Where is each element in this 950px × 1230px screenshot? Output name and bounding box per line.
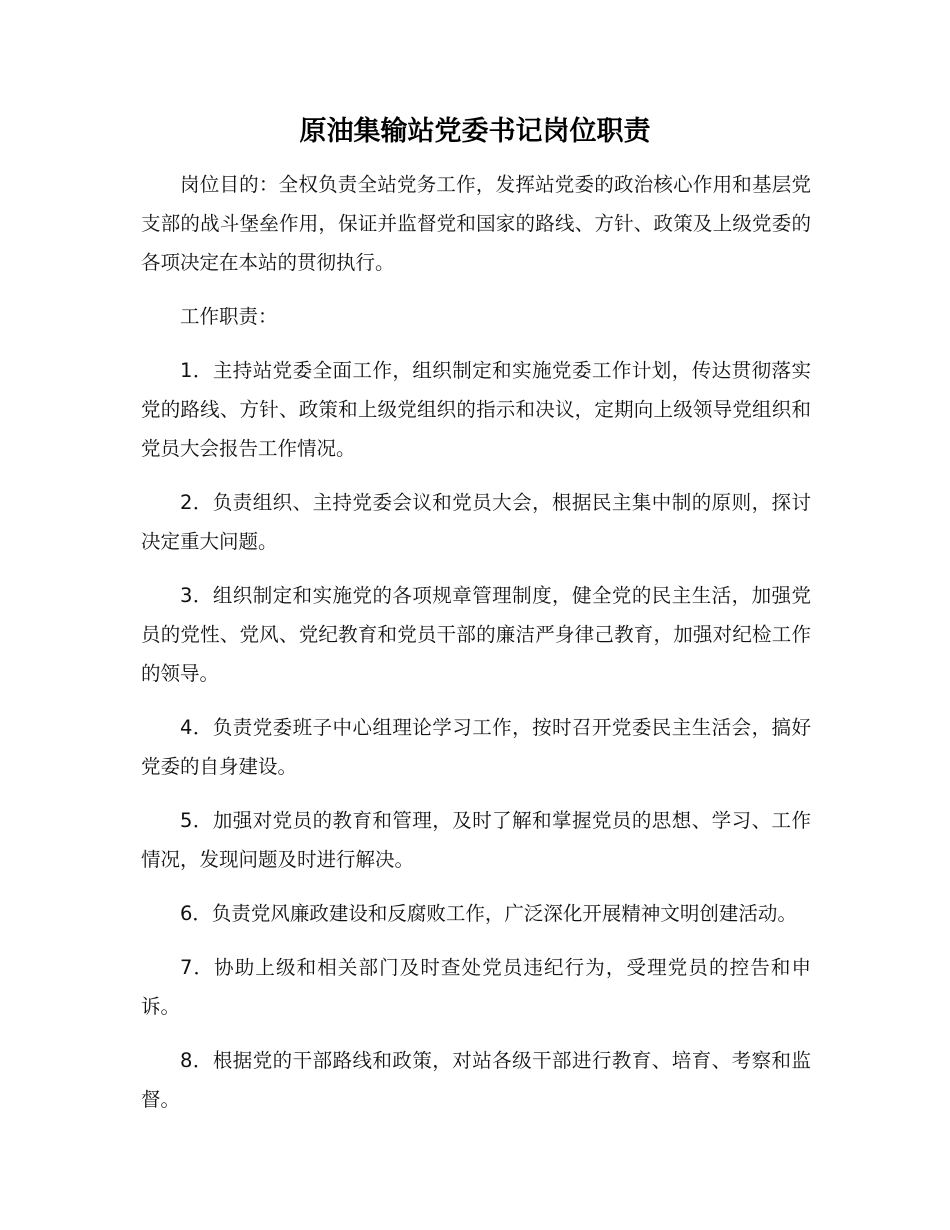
document-body xyxy=(141,165,811,1134)
duty-item-5: 5．加强对党员的教育和管理，及时了解和掌握党员的思想、学习、工作情况，发现问题及时进行解决。 xyxy=(141,809,811,871)
duty-item-6: 6．负责党风廉政建设和反腐败工作，广泛深化开展精神文明创建活动。 xyxy=(180,902,797,925)
duty-item-2: 2．负责组织、主持党委会议和党员大会，根据民主集中制的原则，探讨决定重大问题。 xyxy=(141,491,811,553)
duty-item-1: 1．主持站党委全面工作，组织制定和实施党委工作计划，传达贯彻落实党的路线、方针、政策和上级党组织的指示和决议，定期向上级领导党组织和党员大会报告工作情况。 xyxy=(141,359,811,460)
duty-item-3: 3．组织制定和实施党的各项规章管理制度，健全党的民主生活，加强党员的党性、党风、党纪教育和党员干部的廉洁严身律己教育，加强对纪检工作的领导。 xyxy=(141,584,811,685)
duty-item-7: 7．协助上级和相关部门及时查处党员违纪行为，受理党员的控告和申诉。 xyxy=(141,956,811,1018)
duty-item-8: 8．根据党的干部路线和政策，对站各级干部进行教育、培育、考察和监督。 xyxy=(141,1049,811,1111)
document-title: 原油集输站党委书记岗位职责 xyxy=(299,116,651,147)
purpose-paragraph: 岗位目的：全权负责全站党务工作，发挥站党委的政治核心作用和基层党支部的战斗堡垒作用，保证并监督党和国家的路线、方针、政策及上级党委的各项决定在本站的贯彻执行。 xyxy=(141,173,811,274)
duties-heading: 工作职责： xyxy=(180,305,278,328)
duty-item-4: 4．负责党委班子中心组理论学习工作，按时召开党委民主生活会，搞好党委的自身建设。 xyxy=(141,716,811,778)
